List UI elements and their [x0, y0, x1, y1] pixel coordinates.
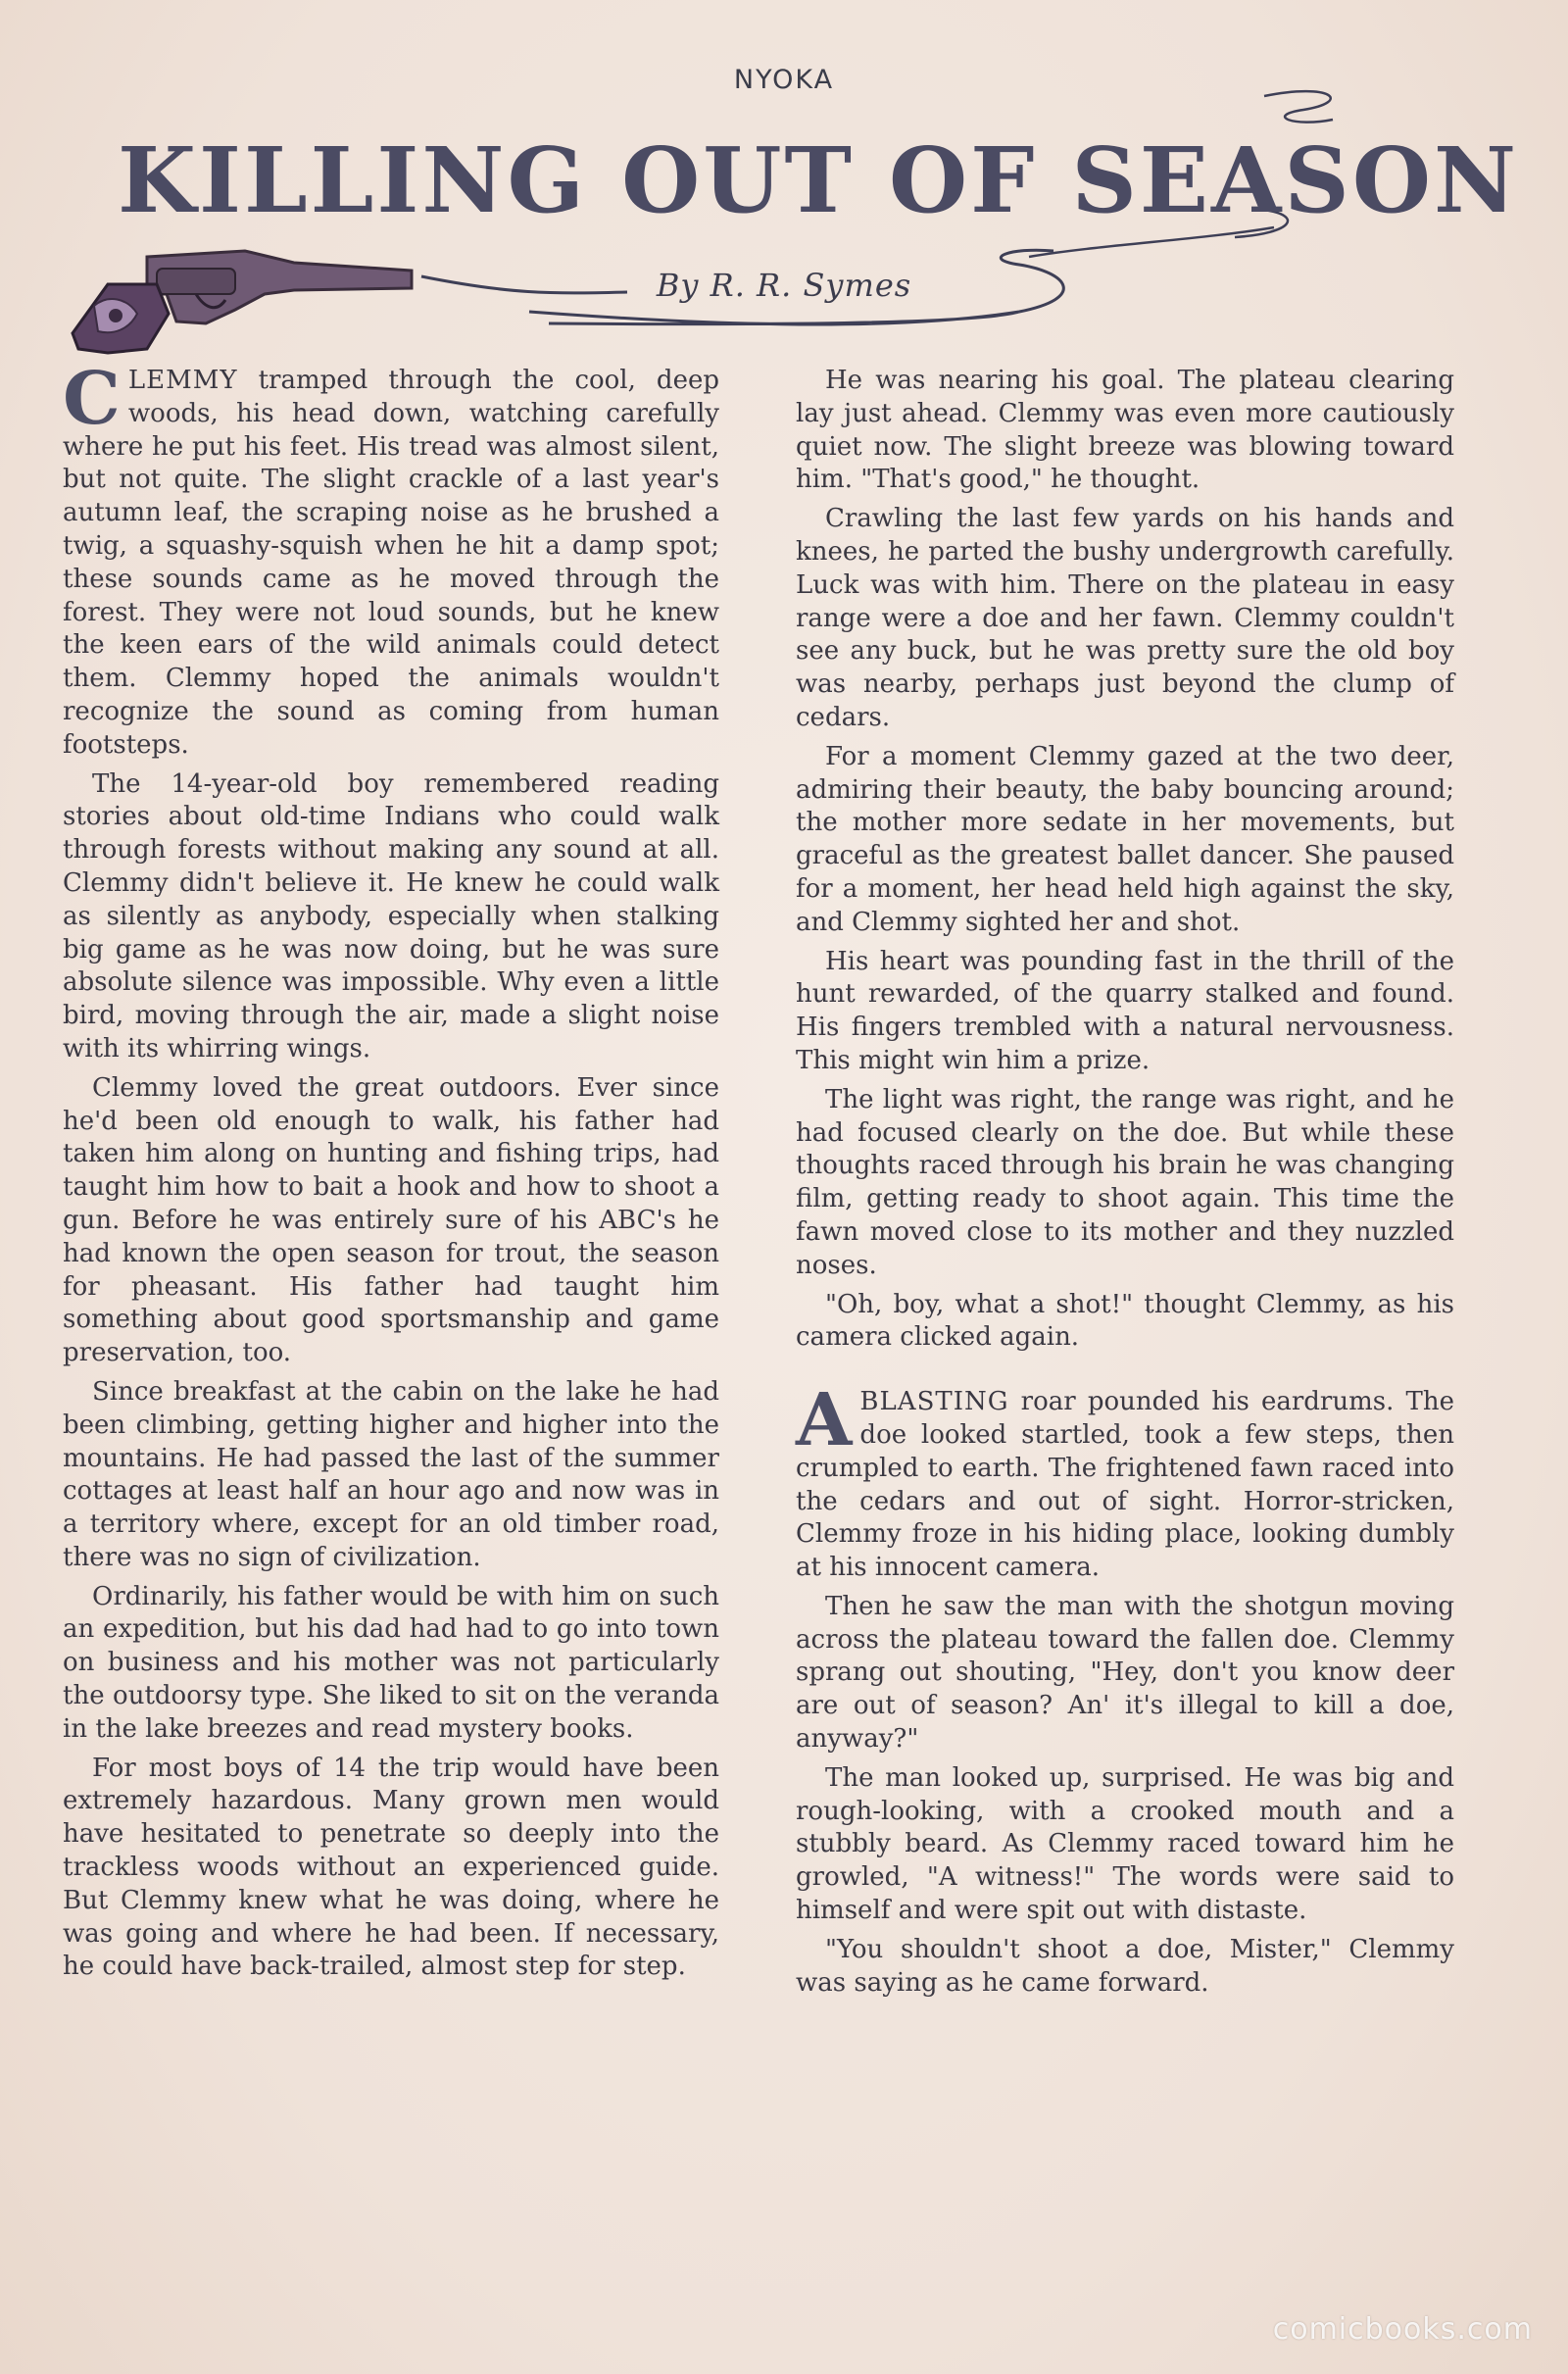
- paragraph: "You shouldn't shoot a doe, Mister," Clemmy was saying as he came forward.: [796, 1934, 1454, 1998]
- paragraph: For a moment Clemmy gazed at the two deer, admiring their beauty, the baby bouncing around; the mother more sedate in her movements, but graceful as the greatest ballet dancer. She paused for a moment, her head held high against the sky, and Clemmy sighted her and shot.: [796, 741, 1454, 937]
- paragraph: "Oh, boy, what a shot!" thought Clemmy, as his camera clicked again.: [796, 1289, 1454, 1353]
- paragraph: Ordinarily, his father would be with him on such an expedition, but his dad had had to go into town on business and his mother was not particularly the outdoorsy type. She liked to sit on the veranda in the lake breezes and read mystery books.: [63, 1581, 719, 1744]
- drop-cap: C: [63, 357, 121, 441]
- paragraph: The 14-year-old boy remembered reading stories about old-time Indians who could walk through forests without making any sound at all. Clemmy didn't believe it. He knew he could walk as silently as anybody, especially when stalking big game as he was now doing, but he was sure absolute silence was impossible. Why even a little bird, moving through the air, made a slight noise with its whirring wings.: [63, 768, 719, 1063]
- paragraph: His heart was pounding fast in the thrill of the hunt rewarded, of the quarry stalked and found. His fingers trembled with a natural nervousness. This might win him a prize.: [796, 946, 1454, 1075]
- paragraph: He was nearing his goal. The plateau clearing lay just ahead. Clemmy was even more cautiously quiet now. The slight breeze was blowing toward him. "That's good," he thought.: [796, 366, 1454, 495]
- paragraph: Then he saw the man with the shotgun moving across the plateau toward the fallen doe. Clemmy sprang out shouting, "Hey, don't you know deer are out of season? An' it's illegal to kill a doe, anyway?": [796, 1591, 1454, 1755]
- paragraph: [796, 1378, 1454, 1585]
- running-head: NYOKA: [733, 65, 835, 95]
- lead-in-caps: BLASTING: [859, 1387, 1009, 1417]
- story-title: KILLING OUT OF SEASON: [118, 127, 1520, 233]
- paragraph: Clemmy loved the great outdoors. Ever since he'd been old enough to walk, his father had taken him along on hunting and fishing trips, had taught him how to bait a hook and how to shoot a gun. Before he was entirely sure of his ABC's he had known the open season for trout, the season for pheasant. His father had taught him something about good sportsmanship and game preservation, too.: [63, 1072, 719, 1368]
- section-break: [796, 1360, 1454, 1386]
- paragraph: For most boys of 14 the trip would have been extremely hazardous. Many grown men would have hesitated to penetrate so deeply into the trackless woods without an experienced guide. But Clemmy knew what he was doing, where he was going and where he had been. If necessary, he could have back-trailed, almost step for step.: [63, 1753, 719, 1982]
- watermark: comicbooks.com: [1272, 2312, 1533, 2347]
- paragraph-text: tramped through the cool, deep woods, his head down, watching carefully where he put his feet. His tread was almost silent, but not quite. The slight crackle of a last year's autumn leaf, the scraping noise as he brushed a twig, a squashy-squish when he hit a damp spot; these sounds came as he moved through the forest. They were not loud sounds, but he knew the keen ears of the wild animals could detect them. Clemmy hoped the animals wouldn't recognize the sound as coming from human footsteps.: [63, 366, 719, 760]
- right-column: [796, 365, 1454, 2005]
- lead-in-caps: LEMMY: [127, 366, 238, 395]
- paragraph-text: roar pounded his eardrums. The doe looked startled, took a few steps, then crumpled to earth. The frightened fawn raced into the cedars and out of sight. Horror-stricken, Clemmy froze in his hiding place, looking dumbly at his innocent camera.: [796, 1387, 1454, 1583]
- paragraph: The light was right, the range was right, and he had focused clearly on the doe. But while these thoughts raced through his brain he was changing film, getting ready to shoot again. This time the fawn moved close to its mother and they nuzzled noses.: [796, 1084, 1454, 1280]
- paragraph: [63, 357, 719, 763]
- revolver-illustration: [73, 251, 412, 353]
- paragraph: The man looked up, surprised. He was big and rough-looking, with a crooked mouth and a stubbly beard. As Clemmy raced toward him he growled, "A witness!" The words were said to himself and were spit out with distaste.: [796, 1762, 1454, 1926]
- paragraph: Crawling the last few yards on his hands and knees, he parted the bushy undergrowth carefully. Luck was with him. There on the plateau in easy range were a doe and her fawn. Clemmy couldn't see any buck, but he was pretty sure the old boy was nearby, perhaps just beyond the clump of cedars.: [796, 504, 1454, 732]
- drop-cap: A: [796, 1378, 853, 1463]
- byline: By R. R. Symes: [656, 267, 912, 304]
- paragraph: Since breakfast at the cabin on the lake he had been climbing, getting higher and higher into the mountains. He had passed the last of the summer cottages at least half an hour ago and now was in a territory where, except for an old timber road, there was no sign of civilization.: [63, 1376, 719, 1572]
- left-column: [63, 357, 719, 1990]
